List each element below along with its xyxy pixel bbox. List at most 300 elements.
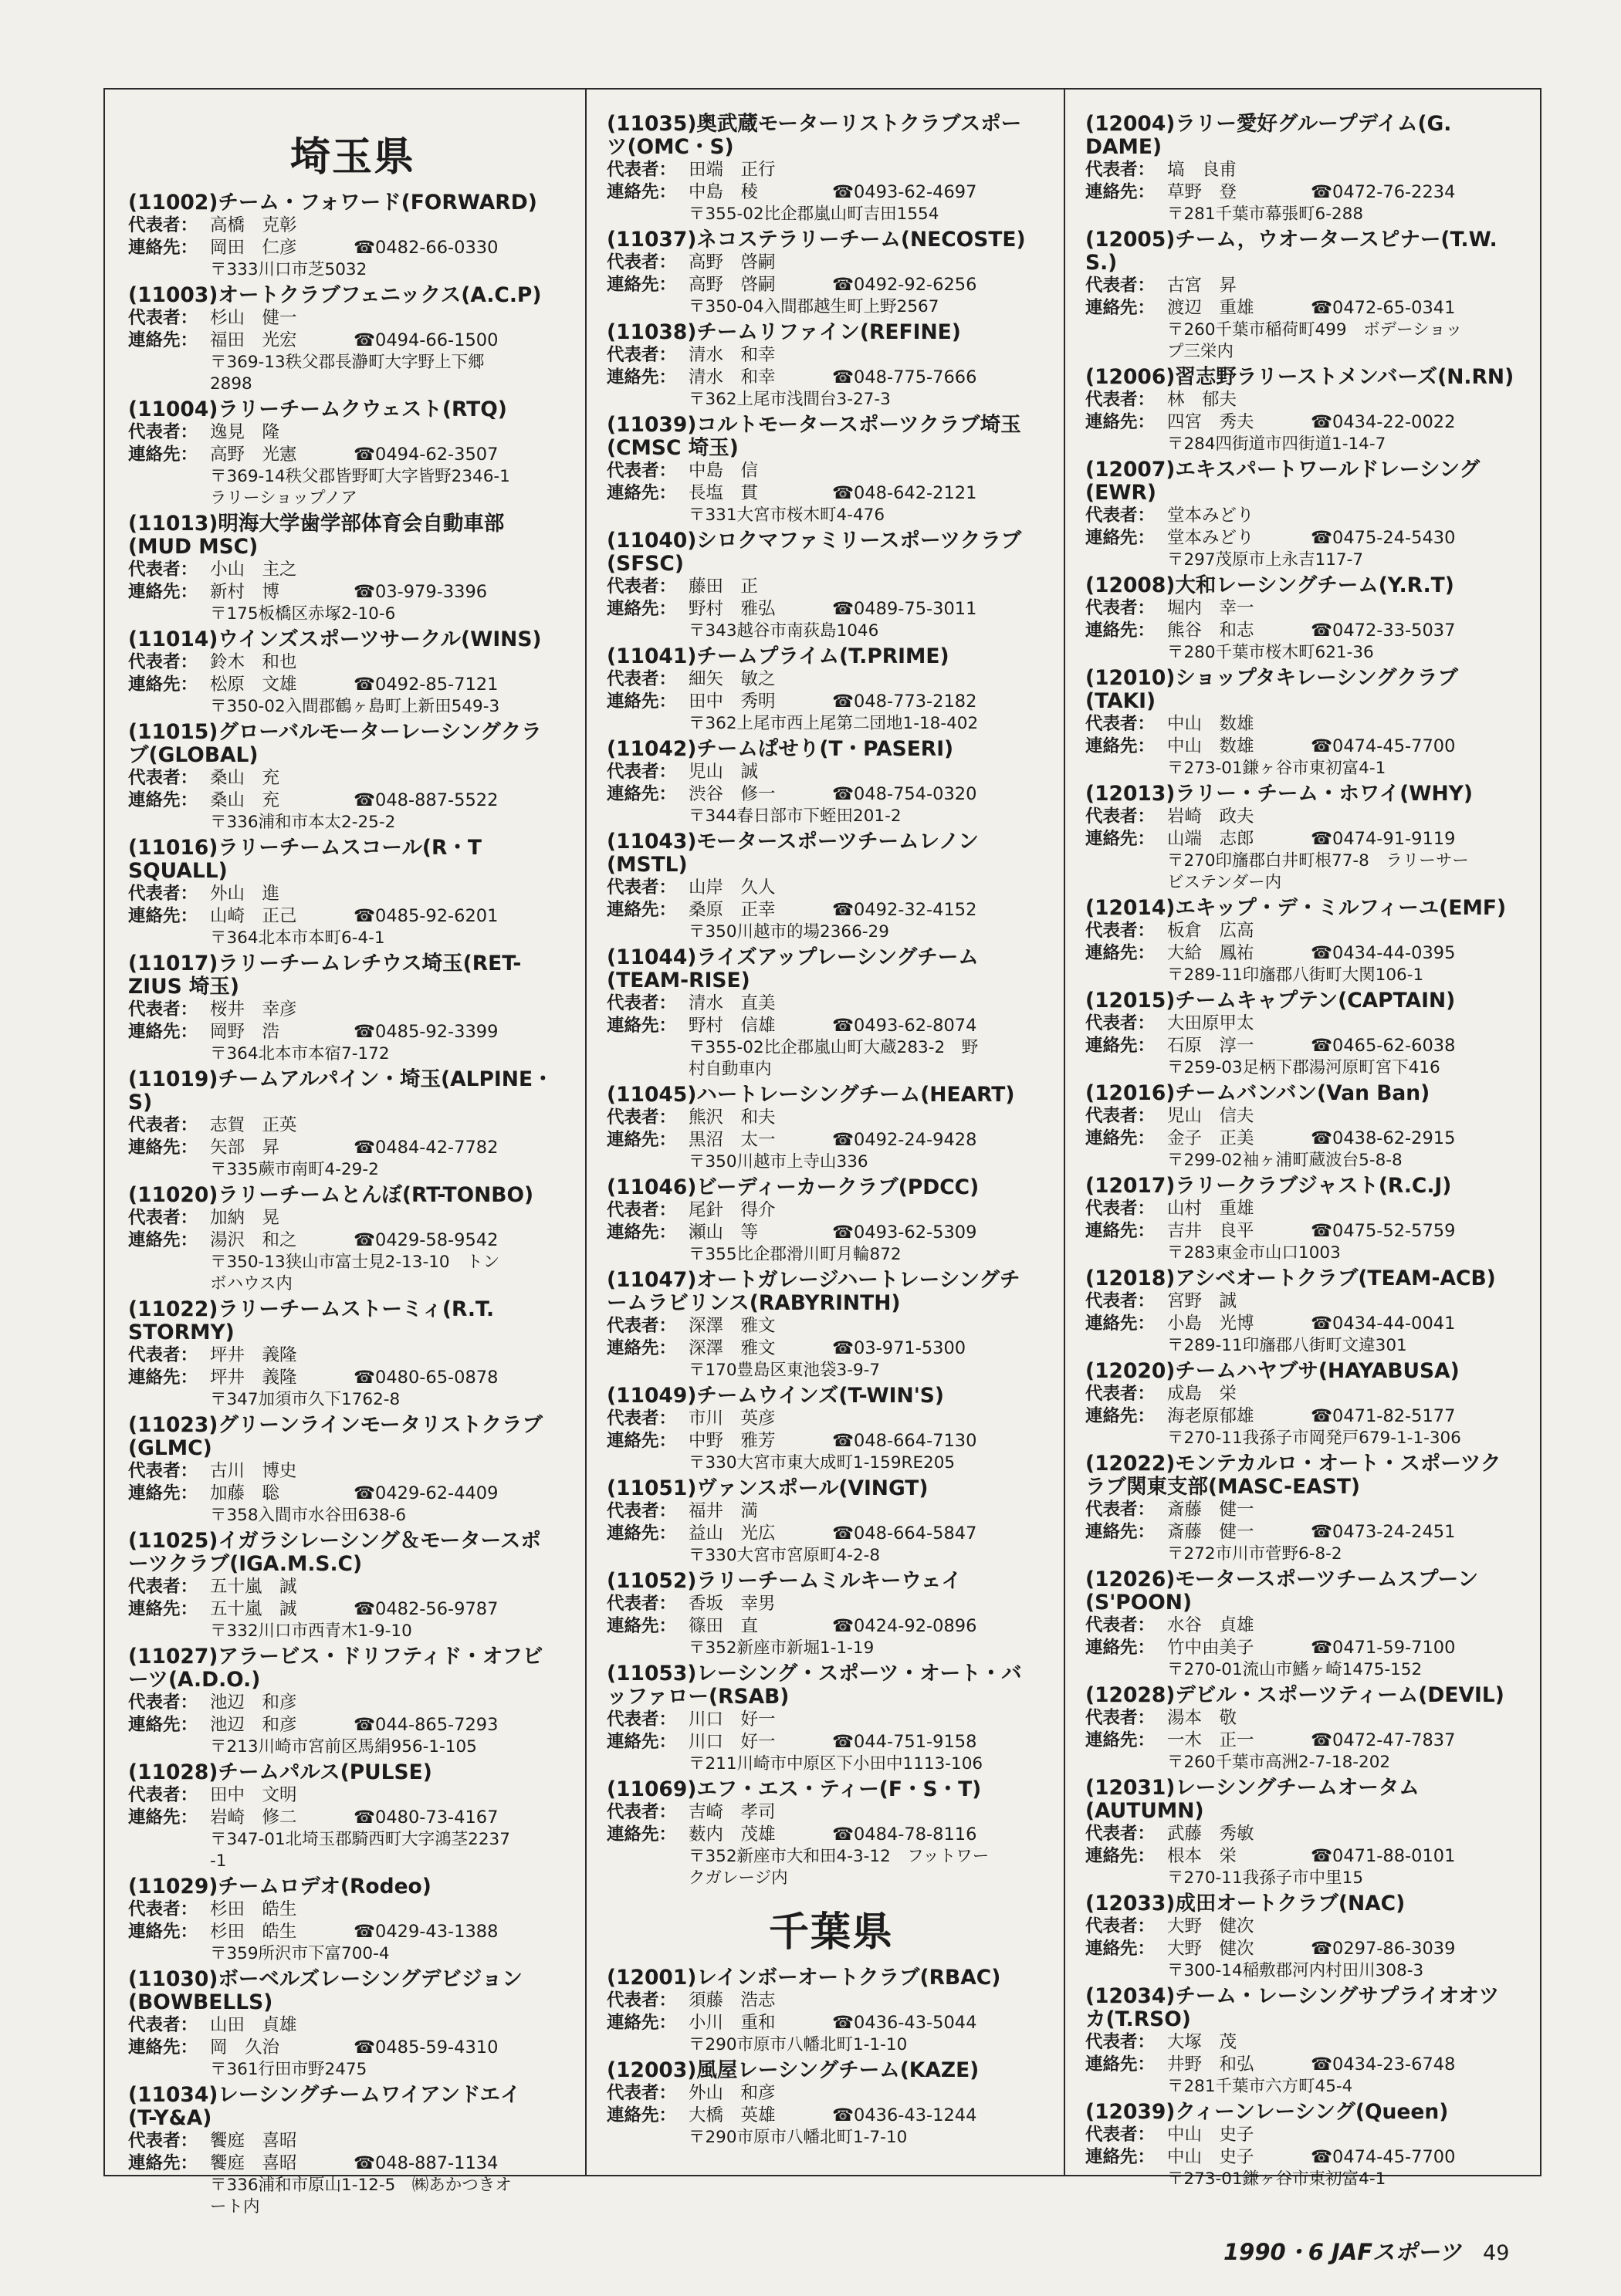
contact-row — [1085, 411, 1535, 434]
representative-label: 代表者： — [128, 652, 198, 672]
contact-row — [128, 2152, 577, 2175]
phone-number: ☎0472-33-5037 — [1311, 620, 1456, 641]
contact-name: 熊谷 和志 — [1167, 620, 1254, 641]
phone-number: ☎0297-86-3039 — [1311, 1939, 1456, 1959]
representative-name: 山岸 久人 — [689, 877, 776, 898]
club-name: (11041)チームプライム(T.PRIME) — [607, 644, 949, 668]
club-name: (12033)成田オートクラブ(NAC) — [1085, 1892, 1406, 1916]
contact-name: 野村 雅弘 — [689, 599, 776, 619]
representative-row — [607, 460, 1056, 482]
club-entry — [607, 1176, 1056, 1266]
representative-label: 代表者： — [607, 1594, 677, 1614]
representative-name: 深澤 雅文 — [689, 1316, 776, 1336]
representative-row — [607, 1199, 1056, 1222]
contact-row — [128, 1483, 577, 1505]
phone-number: ☎0493-62-8074 — [832, 1016, 977, 1036]
representative-name: 中島 信 — [689, 461, 759, 481]
representative-label: 代表者： — [1085, 1916, 1156, 1936]
contact-name: 加藤 聡 — [210, 1483, 280, 1503]
contact-label: 連絡先： — [128, 2037, 198, 2058]
representative-name: 川口 好一 — [689, 1709, 776, 1730]
club-name: (11046)ビーディーカークラブ(PDCC) — [607, 1175, 980, 1199]
phone-number: ☎0489-75-3011 — [832, 599, 977, 619]
phone-number: ☎0492-24-9428 — [832, 1130, 977, 1150]
contact-name: 川口 好一 — [689, 1732, 776, 1752]
phone-number: ☎0475-52-5759 — [1311, 1221, 1456, 1241]
contact-label: 連絡先： — [128, 238, 198, 258]
representative-label: 代表者： — [128, 1345, 198, 1365]
address: 〒343越谷市南荻島1046 — [689, 621, 879, 641]
phone-number: ☎0485-92-3399 — [354, 1022, 499, 1042]
club-name: (11004)ラリーチームクウェスト(RTQ) — [128, 397, 507, 421]
club-name: (12014)エキップ・デ・ミルフィーユ(EMF) — [1085, 896, 1507, 920]
phone-number: ☎0474-45-7700 — [1311, 2147, 1456, 2167]
club-name: (11025)イガラシレーシング＆モータースポ ーツクラブ(IGA.M.S.C) — [128, 1529, 541, 1576]
contact-row — [1085, 1220, 1535, 1243]
representative-row — [607, 159, 1056, 181]
club-entry — [1085, 1360, 1535, 1449]
representative-name: 小山 主之 — [210, 560, 297, 580]
contact-label: 連絡先： — [1085, 1036, 1156, 1056]
representative-row — [1085, 389, 1535, 411]
representative-row — [128, 883, 577, 905]
address: 〒355比企郡滑川町月輪872 — [689, 1245, 902, 1264]
representative-row — [607, 992, 1056, 1015]
contact-label: 連絡先： — [128, 2153, 198, 2173]
phone-number: ☎048-664-5847 — [832, 1523, 977, 1544]
address: 〒260千葉市稲荷町499 ボデーショッ プ三栄内 — [1167, 320, 1463, 361]
club-name: (12034)チーム・レーシングサプライオオツ カ(T.RSO) — [1085, 1984, 1500, 2031]
contact-row — [607, 1731, 1056, 1753]
club-entry — [1085, 1267, 1535, 1357]
contact-name: 矢部 昇 — [210, 1138, 280, 1158]
representative-name: 饗庭 喜昭 — [210, 2131, 297, 2151]
contact-name: 中山 史子 — [1167, 2147, 1254, 2167]
phone-number: ☎0474-45-7700 — [1311, 736, 1456, 756]
contact-name: 長塩 貫 — [689, 483, 759, 503]
club-entry — [1085, 113, 1535, 225]
contact-label: 連絡先： — [1085, 1128, 1156, 1148]
club-entry — [607, 113, 1056, 225]
column-1 — [128, 114, 577, 2221]
representative-row — [1085, 1013, 1535, 1035]
representative-name: 五十嵐 誠 — [210, 1577, 297, 1597]
representative-name: 細矢 敏之 — [689, 669, 776, 689]
contact-name: 深澤 雅文 — [689, 1338, 776, 1358]
representative-name: 桑山 充 — [210, 768, 280, 788]
representative-label: 代表者： — [128, 2015, 198, 2035]
phone-number: ☎0424-92-0896 — [832, 1616, 977, 1636]
contact-name: 大野 健次 — [1167, 1939, 1254, 1959]
contact-row — [1085, 2146, 1535, 2169]
club-entry — [607, 1662, 1056, 1775]
representative-row — [607, 576, 1056, 598]
representative-name: 志賀 正英 — [210, 1115, 297, 1135]
contact-name: 岡田 仁彦 — [210, 238, 297, 258]
contact-label: 連絡先： — [1085, 1939, 1156, 1959]
contact-name: 大給 鳳祐 — [1167, 943, 1254, 963]
club-name: (12018)アシベオートクラブ(TEAM-ACB) — [1085, 1266, 1496, 1290]
representative-name: 山村 重雄 — [1167, 1199, 1254, 1219]
address: 〒280千葉市桜木町621-36 — [1167, 643, 1374, 662]
contact-name: 海老原郁雄 — [1167, 1406, 1254, 1426]
representative-name: 市川 英彦 — [689, 1408, 776, 1429]
representative-label: 代表者： — [1085, 1824, 1156, 1844]
contact-row — [607, 691, 1056, 713]
representative-name: 堂本みどり — [1167, 506, 1254, 526]
representative-name: 田中 文明 — [210, 1785, 297, 1805]
club-name: (11069)エフ・エス・ティー(F・S・T) — [607, 1777, 982, 1801]
club-entry — [128, 1875, 577, 1965]
representative-label: 代表者： — [607, 1802, 677, 1822]
address: 〒281千葉市幕張町6-288 — [1167, 205, 1364, 224]
contact-name: 高野 光憲 — [210, 445, 297, 465]
phone-number: ☎0472-47-7837 — [1311, 1730, 1456, 1750]
club-entry — [607, 2059, 1056, 2149]
club-name: (12005)チーム，ウオータースピナー(T.W. S.) — [1085, 228, 1497, 275]
contact-row — [128, 1807, 577, 1829]
club-entry — [607, 645, 1056, 735]
representative-name: 香坂 幸男 — [689, 1594, 776, 1614]
page-number: 49 — [1483, 2241, 1510, 2265]
contact-name: 渡辺 重雄 — [1167, 298, 1254, 318]
club-name: (11053)レーシング・スポーツ・オート・バ ッファロー(RSAB) — [607, 1662, 1022, 1709]
contact-label: 連絡先： — [128, 1807, 198, 1828]
contact-row — [607, 1129, 1056, 1151]
club-entry — [607, 228, 1056, 318]
club-name: (12008)大和レーシングチーム(Y.R.T) — [1085, 573, 1454, 597]
club-name: (12028)デビル・スポーツティーム(DEVIL) — [1085, 1683, 1504, 1707]
representative-row — [1085, 713, 1535, 735]
address: 〒284四街道市四街道1-14-7 — [1167, 435, 1386, 454]
address: 〒333川口市芝5032 — [210, 260, 367, 279]
representative-name: 坪井 義隆 — [210, 1345, 297, 1365]
representative-label: 代表者： — [1085, 1615, 1156, 1635]
club-name: (11035)奥武蔵モーターリストクラブスポー ツ(OMC・S) — [607, 113, 1022, 159]
club-entry — [1085, 1452, 1535, 1565]
contact-name: 草野 登 — [1167, 182, 1237, 202]
representative-name: 山田 貞雄 — [210, 2015, 297, 2035]
contact-name: 中島 稜 — [689, 182, 759, 202]
club-entry — [128, 1761, 577, 1872]
address: 〒331大宮市桜木町4-476 — [689, 506, 885, 525]
representative-name: 熊沢 和夫 — [689, 1107, 776, 1128]
address: 〒272市川市菅野6-8-2 — [1167, 1544, 1342, 1564]
club-name: (12026)モータースポーツチームスプーン (S'POON) — [1085, 1567, 1479, 1615]
contact-name: 山端 志郎 — [1167, 829, 1254, 849]
phone-number: ☎048-642-2121 — [832, 483, 977, 503]
club-entry — [1085, 228, 1535, 363]
contact-row — [607, 1015, 1056, 1037]
contact-name: 渋谷 修一 — [689, 784, 776, 804]
representative-label: 代表者： — [607, 762, 677, 782]
contact-row — [1085, 942, 1535, 965]
representative-label: 代表者： — [1085, 598, 1156, 618]
contact-row — [128, 1367, 577, 1389]
representative-label: 代表者： — [1085, 2125, 1156, 2145]
contact-label: 連絡先： — [128, 675, 198, 695]
address: 〒355-02比企郡嵐山町大蔵283-2 野 村自動車内 — [689, 1038, 979, 1079]
contact-label: 連絡先： — [607, 1338, 677, 1358]
address: 〒359所沢市下富700-4 — [210, 1944, 390, 1963]
contact-label: 連絡先： — [607, 367, 677, 387]
address: 〒362上尾市西上尾第二団地1-18-402 — [689, 714, 979, 733]
address: 〒175板橋区赤塚2-10-6 — [210, 604, 396, 624]
phone-number: ☎0493-62-4697 — [832, 182, 977, 202]
club-name: (11014)ウインズスポーツサークル(WINS) — [128, 627, 542, 651]
address: 〒330大宮市東大成町1-159RE205 — [689, 1453, 956, 1473]
club-name: (11023)グリーンラインモータリストクラブ (GLMC) — [128, 1413, 543, 1460]
representative-name: 杉山 健一 — [210, 308, 297, 328]
club-name: (12015)チームキャプテン(CAPTAIN) — [1085, 989, 1456, 1013]
address: 〒336浦和市本太2-25-2 — [210, 813, 396, 832]
address: 〒362上尾市浅間台3-27-3 — [689, 390, 891, 409]
contact-row — [1085, 735, 1535, 758]
contact-name: 竹中由美子 — [1167, 1638, 1254, 1658]
contact-row — [128, 790, 577, 812]
representative-name: 高野 啓嗣 — [689, 252, 776, 272]
club-name: (11013)明海大学歯学部体育会自動車部 (MUD MSC) — [128, 512, 505, 559]
phone-number: ☎044-751-9158 — [832, 1732, 977, 1752]
representative-name: 池辺 和彦 — [210, 1692, 297, 1713]
phone-number: ☎0492-92-6256 — [832, 275, 977, 295]
representative-name: 塙 良甫 — [1167, 160, 1237, 180]
contact-row — [607, 274, 1056, 296]
club-entry — [607, 738, 1056, 827]
contact-name: 高野 啓嗣 — [689, 275, 776, 295]
representative-name: 逸見 隆 — [210, 422, 280, 442]
representative-label: 代表者： — [607, 577, 677, 597]
representative-label: 代表者： — [1085, 1384, 1156, 1404]
representative-row — [607, 668, 1056, 691]
phone-number: ☎0492-85-7121 — [354, 675, 499, 695]
club-entry — [128, 1184, 577, 1295]
club-entry — [1085, 989, 1535, 1079]
address: 〒300-14稲敷郡河内村田川308-3 — [1167, 1961, 1424, 1980]
contact-name: 篠田 直 — [689, 1616, 759, 1636]
contact-row — [607, 899, 1056, 921]
phone-number: ☎0472-65-0341 — [1311, 298, 1456, 318]
contact-name: 岡野 浩 — [210, 1022, 280, 1042]
club-entry — [607, 414, 1056, 526]
club-name: (12007)エキスパートワールドレーシング (EWR) — [1085, 458, 1481, 505]
phone-number: ☎0475-24-5430 — [1311, 528, 1456, 548]
club-name: (12039)クィーンレーシング(Queen) — [1085, 2100, 1449, 2124]
representative-label: 代表者： — [607, 1316, 677, 1336]
phone-number: ☎0471-82-5177 — [1311, 1406, 1456, 1426]
address: 〒270-01流山市鰭ヶ崎1475-152 — [1167, 1660, 1423, 1679]
representative-name: 杉田 皓生 — [210, 1899, 297, 1919]
representative-row — [607, 1801, 1056, 1824]
address: 〒336浦和市原山1-12-5 ㈱あかつきオ ート内 — [210, 2176, 512, 2217]
club-name: (12017)ラリークラブジャスト(R.C.J) — [1085, 1174, 1452, 1198]
representative-name: 児山 信夫 — [1167, 1106, 1254, 1126]
representative-row — [607, 344, 1056, 367]
representative-label: 代表者： — [128, 1115, 198, 1135]
address: 〒358入間市水谷田638-6 — [210, 1506, 407, 1525]
club-name: (11043)モータースポーツチームレノン (MSTL) — [607, 830, 979, 877]
phone-number: ☎048-773-2182 — [832, 692, 977, 712]
address: 〒260千葉市高洲2-7-18-202 — [1167, 1753, 1391, 1772]
contact-name: 堂本みどり — [1167, 528, 1254, 548]
club-name: (11028)チームパルス(PULSE) — [128, 1760, 432, 1784]
representative-label: 代表者： — [607, 669, 677, 689]
phone-number: ☎0484-42-7782 — [354, 1138, 499, 1158]
representative-label: 代表者： — [128, 308, 198, 328]
club-entry — [1085, 1175, 1535, 1264]
contact-label: 連絡先： — [1085, 1730, 1156, 1750]
representative-row — [128, 1576, 577, 1598]
contact-label: 連絡先： — [128, 1022, 198, 1042]
contact-row — [607, 598, 1056, 620]
contact-label: 連絡先： — [607, 692, 677, 712]
phone-number: ☎0480-65-0878 — [354, 1368, 499, 1388]
column-divider — [1064, 88, 1065, 2176]
address: 〒281千葉市六方町45-4 — [1167, 2077, 1353, 2096]
representative-name: 吉崎 孝司 — [689, 1802, 776, 1822]
contact-label: 連絡先： — [607, 1431, 677, 1451]
representative-label: 代表者： — [607, 2083, 677, 2103]
contact-row — [607, 1222, 1056, 1244]
representative-label: 代表者： — [128, 422, 198, 442]
representative-row — [607, 252, 1056, 274]
representative-label: 代表者： — [1085, 506, 1156, 526]
contact-name: 中山 数雄 — [1167, 736, 1254, 756]
club-name: (11029)チームロデオ(Rodeo) — [128, 1875, 431, 1899]
representative-row — [607, 1408, 1056, 1430]
phone-number: ☎0436-43-1244 — [832, 2105, 977, 2125]
club-name: (11040)シロクマファミリースポーツクラブ (SFSC) — [607, 529, 1022, 576]
address: 〒335蕨市南町4-29-2 — [210, 1160, 379, 1179]
contact-row — [128, 237, 577, 259]
contact-label: 連絡先： — [607, 1130, 677, 1150]
address: 〒259-03足柄下郡湯河原町宮下416 — [1167, 1058, 1440, 1077]
club-name: (12003)風屋レーシングチーム(KAZE) — [607, 2058, 980, 2082]
contact-name: 瀬山 等 — [689, 1222, 759, 1243]
contact-label: 連絡先： — [1085, 412, 1156, 432]
representative-label: 代表者： — [607, 461, 677, 481]
contact-label: 連絡先： — [128, 790, 198, 810]
representative-row — [1085, 2124, 1535, 2146]
contact-name: 金子 正美 — [1167, 1128, 1254, 1148]
contact-label: 連絡先： — [607, 182, 677, 202]
club-name: (11042)チームぱせり(T・PASERI) — [607, 737, 954, 761]
representative-label: 代表者： — [1085, 160, 1156, 180]
club-entry — [128, 721, 577, 834]
club-entry — [128, 284, 577, 395]
phone-number: ☎0480-73-4167 — [354, 1807, 499, 1828]
address: 〒297茂原市上永吉117-7 — [1167, 550, 1364, 570]
contact-row — [1085, 297, 1535, 320]
contact-row — [607, 1430, 1056, 1452]
phone-number: ☎0436-43-5044 — [832, 2013, 977, 2033]
representative-name: 清水 直美 — [689, 993, 776, 1013]
phone-number: ☎0434-23-6748 — [1311, 2054, 1456, 2075]
club-entry — [1085, 1777, 1535, 1889]
club-entry — [128, 628, 577, 718]
club-name: (12020)チームハヤブサ(HAYABUSA) — [1085, 1359, 1460, 1383]
club-entry — [128, 1068, 577, 1181]
address: 〒290市原市八幡北町1-1-10 — [689, 2035, 908, 2054]
representative-row — [1085, 1707, 1535, 1730]
representative-label: 代表者： — [128, 1577, 198, 1597]
club-entry — [1085, 667, 1535, 779]
address: 〒299-02袖ヶ浦町蔵波台5-8-8 — [1167, 1151, 1403, 1170]
phone-number: ☎048-754-0320 — [832, 784, 977, 804]
club-name: (12016)チームバンバン(Van Ban) — [1085, 1081, 1430, 1105]
representative-label: 代表者： — [1085, 1291, 1156, 1311]
address: 〒364北本市本宿7-172 — [210, 1044, 390, 1063]
representative-name: 大田原甲太 — [1167, 1013, 1254, 1033]
club-name: (12010)ショップタキレーシングクラブ (TAKI) — [1085, 666, 1459, 713]
contact-label: 連絡先： — [128, 1599, 198, 1619]
representative-label: 代表者： — [607, 345, 677, 365]
phone-number: ☎0429-43-1388 — [354, 1922, 499, 1942]
contact-name: 岩崎 修二 — [210, 1807, 297, 1828]
contact-row — [128, 1598, 577, 1621]
club-entry — [1085, 1985, 1535, 2098]
contact-label: 連絡先： — [128, 1138, 198, 1158]
representative-name: 清水 和幸 — [689, 345, 776, 365]
representative-name: 尾針 得介 — [689, 1200, 776, 1220]
representative-label: 代表者： — [128, 884, 198, 904]
contact-row — [1085, 1035, 1535, 1057]
contact-name: 中野 雅芳 — [689, 1431, 776, 1451]
phone-number: ☎0492-32-4152 — [832, 900, 977, 920]
prefecture-heading: 千葉県 — [768, 1909, 894, 1956]
contact-row — [607, 2012, 1056, 2034]
contact-name: 池辺 和彦 — [210, 1715, 297, 1735]
phone-number: ☎0493-62-5309 — [832, 1222, 977, 1243]
address: 〒350-13狭山市富士見2-13-10 トン ボハウス内 — [210, 1253, 500, 1293]
representative-row — [607, 2082, 1056, 2105]
phone-number: ☎0484-78-8116 — [832, 1824, 977, 1845]
representative-label: 代表者： — [607, 1990, 677, 2010]
representative-row — [1085, 159, 1535, 181]
contact-row — [1085, 1128, 1535, 1150]
phone-number: ☎0485-92-6201 — [354, 906, 499, 926]
contact-label: 連絡先： — [607, 2105, 677, 2125]
representative-row — [607, 877, 1056, 899]
address: 〒369-14秩父郡皆野町大字皆野2346-1 ラリーショップノア — [210, 467, 510, 508]
address: 〒270-11我孫子市中里15 — [1167, 1868, 1364, 1888]
contact-label: 連絡先： — [607, 1824, 677, 1845]
representative-row — [1085, 920, 1535, 942]
representative-label: 代表者： — [128, 1208, 198, 1228]
phone-number: ☎03-979-3396 — [354, 582, 488, 602]
representative-label: 代表者： — [607, 877, 677, 898]
address: 〒352新座市新堀1-1-19 — [689, 1638, 875, 1658]
representative-label: 代表者： — [1085, 921, 1156, 941]
representative-row — [128, 307, 577, 330]
contact-label: 連絡先： — [1085, 2147, 1156, 2167]
contact-row — [1085, 620, 1535, 642]
contact-name: 斎藤 健一 — [1167, 1522, 1254, 1542]
contact-label: 連絡先： — [607, 483, 677, 503]
contact-label: 連絡先： — [128, 1922, 198, 1942]
club-name: (11027)アラービス・ドリフティド・オフビ ーツ(A.D.O.) — [128, 1645, 543, 1692]
representative-name: 外山 和彦 — [689, 2083, 776, 2103]
representative-name: 林 郁夫 — [1167, 390, 1237, 410]
column-3 — [1085, 113, 1535, 2193]
club-name: (11049)チームウインズ(T-WIN'S) — [607, 1384, 945, 1408]
contact-label: 連絡先： — [1085, 2054, 1156, 2075]
contact-label: 連絡先： — [1085, 182, 1156, 202]
contact-label: 連絡先： — [607, 599, 677, 619]
contact-label: 連絡先： — [1085, 943, 1156, 963]
representative-label: 代表者： — [1085, 714, 1156, 734]
address: 〒273-01鎌ヶ谷市東初富4-1 — [1167, 759, 1386, 778]
